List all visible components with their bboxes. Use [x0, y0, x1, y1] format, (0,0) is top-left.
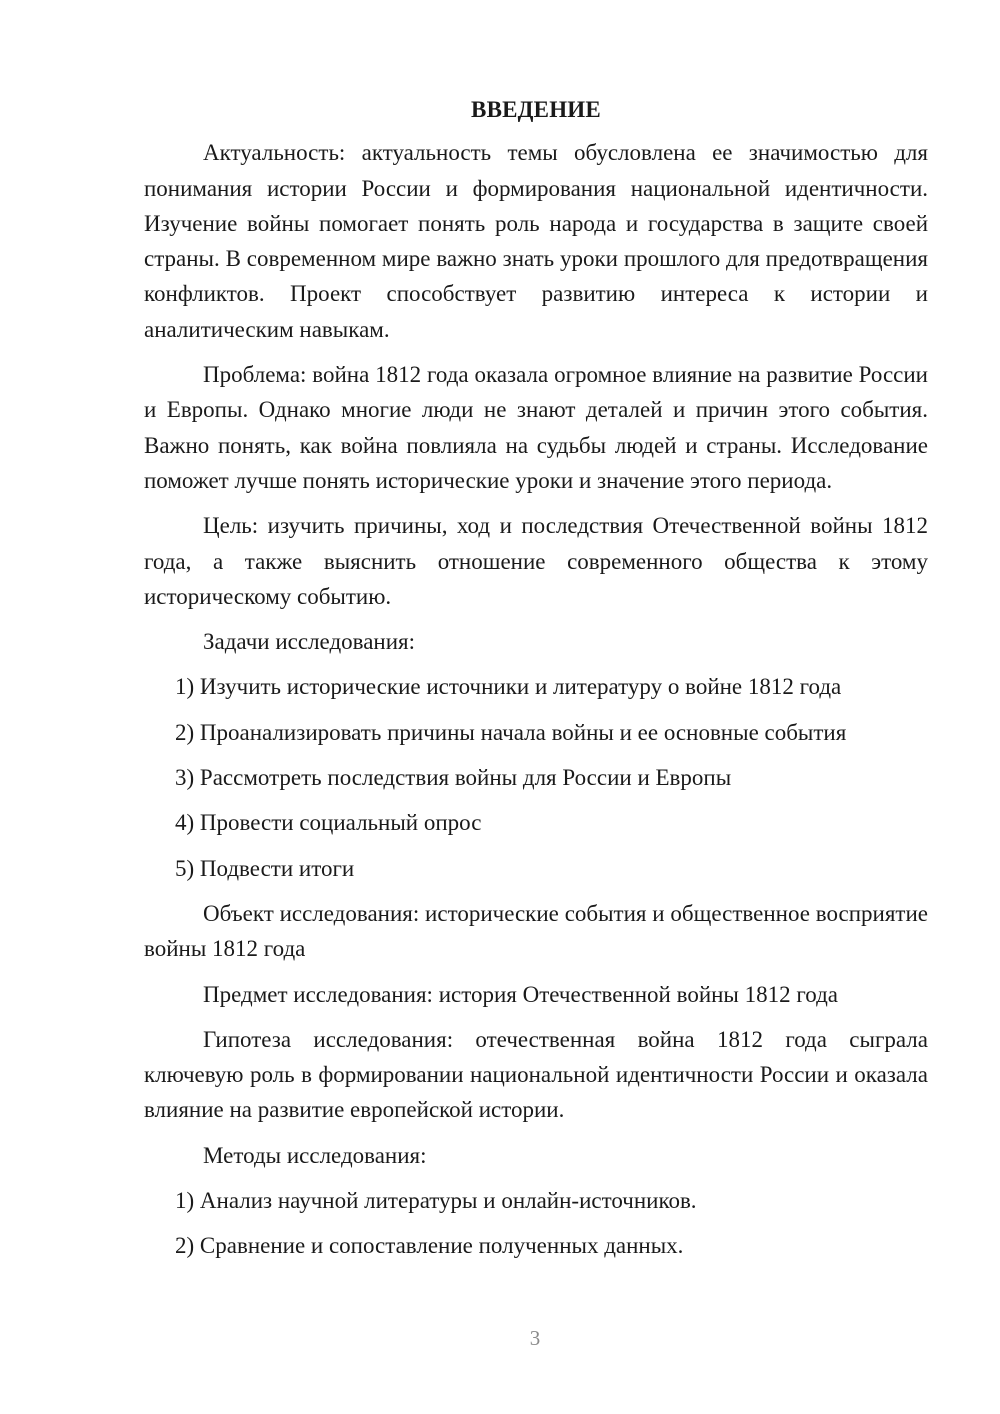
list-item: 2) Сравнение и сопоставление полученных данных. — [175, 1233, 684, 1259]
section-heading: ВВЕДЕНИЕ — [471, 97, 601, 122]
methods-label: Методы исследования: — [203, 1142, 427, 1168]
list-item: 3) Рассмотреть последствия войны для России и Европы — [175, 765, 732, 791]
goal-paragraph: Цель: изучить причины, ход и последствия Отечественной войны 1812 года, а также выяснить отношение современного общества к этому историческому событию. — [144, 513, 928, 609]
tasks-list — [144, 669, 928, 885]
list-item: 5) Подвести итоги — [175, 855, 355, 881]
hypothesis-paragraph: Гипотеза исследования: отечественная война 1812 года сыграла ключевую роль в формировании национальной идентичности России и оказала влияние на развитие европейской истории. — [144, 1026, 928, 1123]
list-item: 4) Провести социальный опрос — [175, 810, 482, 836]
document-page — [144, 92, 928, 1274]
tasks-label: Задачи исследования: — [203, 629, 416, 655]
subject-paragraph: Предмет исследования: история Отечественной войны 1812 года — [203, 981, 838, 1007]
object-paragraph: Объект исследования: исторические события и общественное восприятие войны 1812 года — [144, 900, 928, 962]
page-number: 3 — [529, 1326, 541, 1350]
list-item: 2) Проанализировать причины начала войны и ее основные события — [175, 719, 847, 745]
relevance-paragraph: Актуальность: актуальность темы обусловлена ее значимостью для понимания истории России и формирования национальной идентичности. Изучение войны помогает понять роль народа и государства в защите своей страны. В современном мире важно знать уроки прошлого для предотвращения конфликтов. Проект способствует развитию интереса к истории и аналитическим навыкам. — [144, 140, 928, 342]
problem-paragraph: Проблема: война 1812 года оказала огромное влияние на развитие России и Европы. Однако многие люди не знают деталей и причин этого события. Важно понять, как война повлияла на судьбы людей и страны. Исследование поможет лучше понять исторические уроки и значение этого периода. — [144, 362, 928, 493]
list-item: 1) Анализ научной литературы и онлайн-источников. — [175, 1188, 697, 1214]
list-item: 1) Изучить исторические источники и литературу о войне 1812 года — [175, 674, 842, 700]
methods-list — [144, 1183, 928, 1264]
